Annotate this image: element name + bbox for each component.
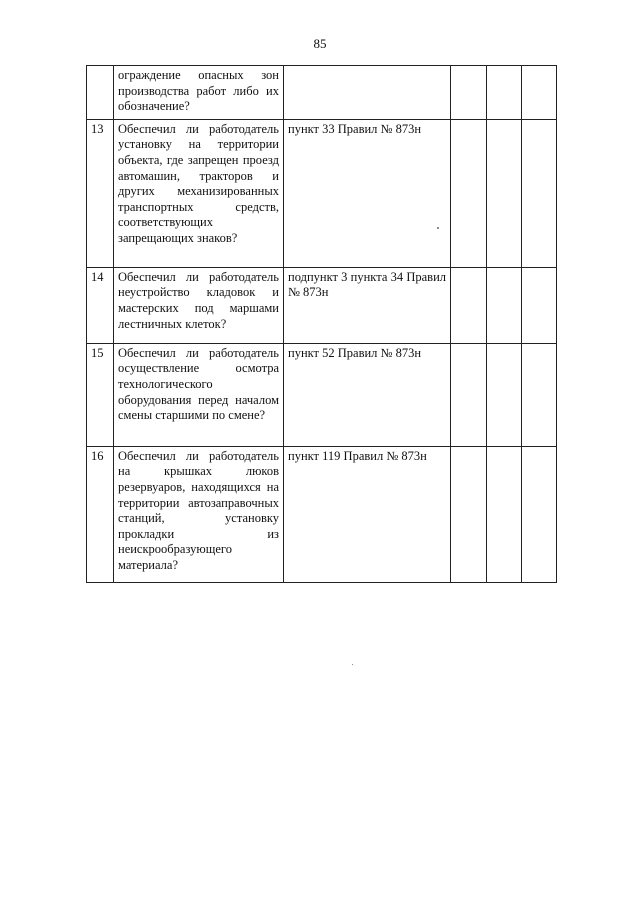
table-row (87, 343, 557, 446)
answer-cell-note (522, 66, 557, 120)
row-number (87, 66, 114, 120)
row-number: 15 (87, 343, 114, 446)
answer-cell-no (487, 119, 522, 267)
table-row (87, 267, 557, 343)
answer-cell-yes (451, 119, 487, 267)
answer-cell-no (487, 66, 522, 120)
question-text: Обеспечил ли работодатель неустройство кладовок и мастерских под маршами лестничных клеток? (114, 267, 284, 343)
checklist-table (86, 65, 557, 583)
requirement-reference (284, 66, 451, 120)
question-text: Обеспечил ли работодатель на крышках люков резервуаров, находящихся на территории автозаправочных станций, установку прокладки из неискрообразующего материала? (114, 446, 284, 582)
page-number: 85 (313, 36, 327, 51)
answer-cell-note (522, 343, 557, 446)
question-text: Обеспечил ли работодатель осуществление осмотра технологического оборудования перед началом смены старшими по смене? (114, 343, 284, 446)
scan-speck (437, 227, 439, 229)
answer-cell-note (522, 119, 557, 267)
row-number: 16 (87, 446, 114, 582)
requirement-reference: пункт 52 Правил № 873н (284, 343, 451, 446)
answer-cell-yes (451, 343, 487, 446)
requirement-reference: пункт 33 Правил № 873н (284, 119, 451, 267)
scan-speck (352, 664, 353, 665)
answer-cell-yes (451, 267, 487, 343)
answer-cell-note (522, 446, 557, 582)
table-row (87, 66, 557, 120)
table-row (87, 446, 557, 582)
answer-cell-no (487, 446, 522, 582)
answer-cell-yes (451, 446, 487, 582)
answer-cell-note (522, 267, 557, 343)
answer-cell-no (487, 343, 522, 446)
question-text: ограждение опасных зон производства работ либо их обозначение? (114, 66, 284, 120)
row-number: 14 (87, 267, 114, 343)
answer-cell-no (487, 267, 522, 343)
question-text: Обеспечил ли работодатель установку на территории объекта, где запрещен проезд автомашин, тракторов и других механизированных транспортных средств, соответствующих запрещающих знаков? (114, 119, 284, 267)
answer-cell-yes (451, 66, 487, 120)
requirement-reference: пункт 119 Правил № 873н (284, 446, 451, 582)
requirement-reference: подпункт 3 пункта 34 Правил № 873н (284, 267, 451, 343)
table-row (87, 119, 557, 267)
row-number: 13 (87, 119, 114, 267)
